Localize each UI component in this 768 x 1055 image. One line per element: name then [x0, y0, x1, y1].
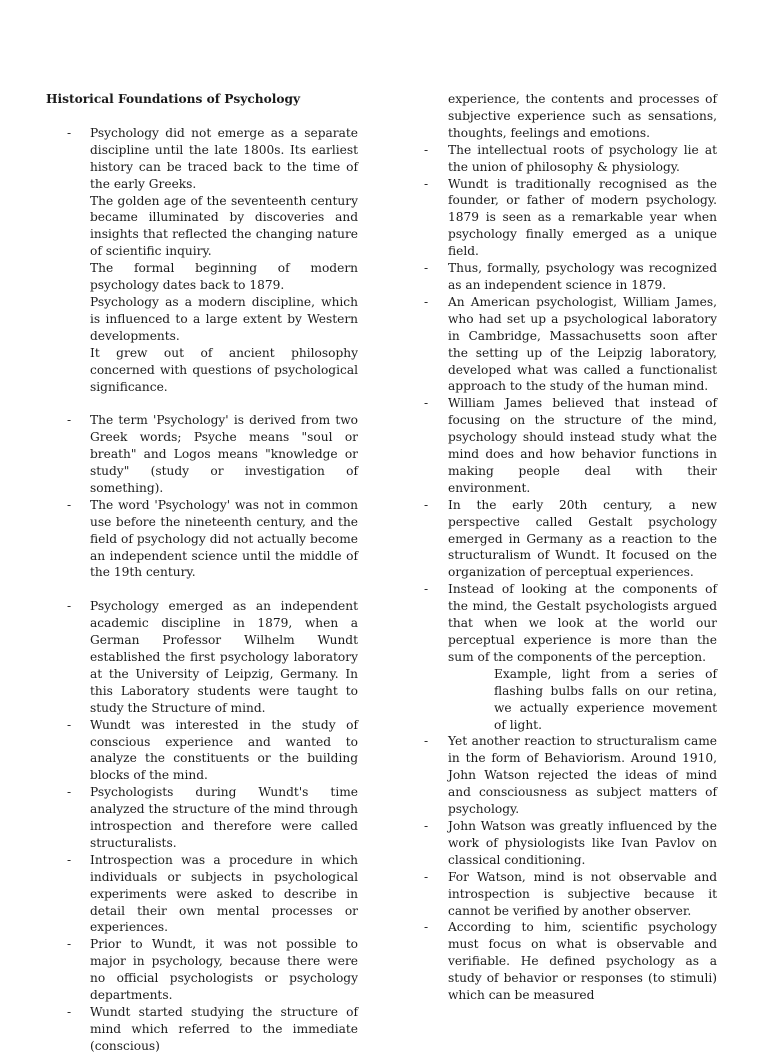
bullet-dash: -	[67, 413, 72, 428]
item-text: Wundt started studying the structure of mind which referred to the immediate (conscious)	[90, 1005, 358, 1053]
list-item	[46, 784, 358, 852]
bullet-dash: -	[424, 869, 429, 884]
item-text: It grew out of ancient philosophy concerned with questions of psychological significance.	[90, 345, 358, 394]
list-item	[424, 176, 717, 261]
bullet-dash: -	[67, 717, 72, 732]
bullet-dash: -	[424, 734, 429, 749]
bullet-dash: -	[424, 582, 429, 597]
list-item	[424, 581, 717, 666]
item-text: An American psychologist, William James, who had set up a psychological laboratory in Cambridge, Massachusetts soon after the setting up of the Leipzig laboratory, developed what was called a functionalist approach to the study of the human mind.	[448, 294, 717, 394]
left-column	[46, 91, 358, 1055]
bullet-dash: -	[424, 497, 429, 512]
item-text: John Watson was greatly influenced by the work of physiologists like Ivan Pavlov on classical conditioning.	[448, 818, 717, 867]
item-text: Wundt was interested in the study of conscious experience and wanted to analyze the constituents or the building blocks of the mind.	[90, 717, 358, 783]
bullet-dash: -	[67, 497, 72, 512]
item-text: Yet another reaction to structuralism came in the form of Behaviorism. Around 1910, John Watson rejected the ideas of mind and consciousness as subject matters of psychology.	[448, 734, 717, 817]
list-item	[46, 412, 358, 497]
list-item-continued	[424, 91, 717, 142]
list-item	[46, 717, 358, 785]
bullet-dash: -	[424, 396, 429, 411]
list-item	[46, 497, 358, 582]
right-column	[424, 91, 717, 1004]
item-text: Wundt is traditionally recognised as the founder, or father of modern psychology. 1879 is seen as a remarkable year when psychology finally emerged as a unique field.	[448, 176, 717, 259]
item-text: Thus, formally, psychology was recognized as an independent science in 1879.	[448, 261, 717, 292]
item-text: Psychology as a modern discipline, which is influenced to a large extent by Western developments.	[90, 294, 358, 343]
example-text: Example, light from a series of flashing bulbs falls on our retina, we actually experience movement of light.	[494, 666, 717, 732]
bullet-dash: -	[424, 294, 429, 309]
item-text: The golden age of the seventeenth century became illuminated by discoveries and insights that reflected the changing nature of scientific inquiry.	[90, 193, 358, 259]
list-item	[424, 869, 717, 920]
item-text: Introspection was a procedure in which individuals or subjects in psychological experiments were asked to describe in detail their own mental processes or experiences.	[90, 852, 358, 935]
item-text: Psychology did not emerge as a separate discipline until the late 1800s. Its earliest history can be traced back to the time of the early Greeks.	[90, 125, 358, 191]
list-item	[424, 919, 717, 1004]
list-item	[46, 125, 358, 396]
item-text: Prior to Wundt, it was not possible to major in psychology, because there were no official psychologists or psychology departments.	[90, 937, 358, 1003]
bullet-dash: -	[67, 852, 72, 867]
bullet-dash: -	[424, 261, 429, 276]
list-item	[424, 497, 717, 582]
bullet-dash: -	[67, 785, 72, 800]
item-text: Psychology emerged as an independent academic discipline in 1879, when a German Professor Wilhelm Wundt established the first psychology laboratory at the University of Leipzig, Germany. In this Laboratory students were taught to study the Structure of mind.	[90, 599, 358, 715]
bullet-dash: -	[424, 176, 429, 191]
list-item	[424, 294, 717, 395]
spacer	[46, 395, 358, 412]
item-text: The word 'Psychology' was not in common use before the nineteenth century, and the field of psychology did not actually become an independent science until the middle of the 19th century.	[90, 497, 358, 580]
bullet-dash: -	[67, 937, 72, 952]
bullet-dash: -	[424, 142, 429, 157]
bullet-dash: -	[67, 125, 72, 140]
bullet-dash: -	[67, 1005, 72, 1019]
list-item	[46, 852, 358, 937]
bullet-dash: -	[67, 599, 72, 614]
item-text: Instead of looking at the components of the mind, the Gestalt psychologists argued that when we look at the world our perceptual experience is more than the sum of the components of the perception.	[448, 582, 717, 664]
item-text: The intellectual roots of psychology lie at the union of philosophy & physiology.	[448, 142, 717, 174]
item-text: William James believed that instead of focusing on the structure of the mind, psychology should instead study what the mind does and how behavior functions in making people deal with their environment.	[448, 396, 717, 495]
item-text: Psychologists during Wundt's time analyzed the structure of the mind through introspection and therefore were called structuralists.	[90, 785, 358, 850]
list-item	[46, 1004, 358, 1055]
list-item	[424, 142, 717, 176]
list-item	[46, 936, 358, 1004]
item-text: In the early 20th century, a new perspective called Gestalt psychology emerged in Germany as a reaction to the structuralism of Wundt. It focused on the organization of perceptual experiences.	[448, 497, 717, 580]
list-item	[46, 598, 358, 716]
list-item	[424, 818, 717, 869]
list-item	[424, 395, 717, 496]
item-text: According to him, scientific psychology must focus on what is observable and verifiable. He defined psychology as a study of behavior or responses (to stimuli) which can be measured	[448, 920, 717, 1003]
continued-text: experience, the contents and processes of subjective experience such as sensations, thoughts, feelings and emotions.	[448, 92, 717, 140]
list-item	[424, 733, 717, 818]
spacer	[46, 581, 358, 598]
list-item	[424, 260, 717, 294]
bullet-dash: -	[424, 818, 429, 833]
document-title: Historical Foundations of Psychology	[46, 92, 301, 106]
item-text: For Watson, mind is not observable and introspection is subjective because it cannot be verified by another observer.	[448, 869, 717, 918]
item-text: The formal beginning of modern psychology dates back to 1879.	[90, 261, 358, 293]
bullet-dash: -	[424, 920, 429, 935]
item-text: The term 'Psychology' is derived from two Greek words; Psyche means "soul or breath" and Logos means "knowledge or study" (study or investigation of something).	[90, 413, 358, 495]
